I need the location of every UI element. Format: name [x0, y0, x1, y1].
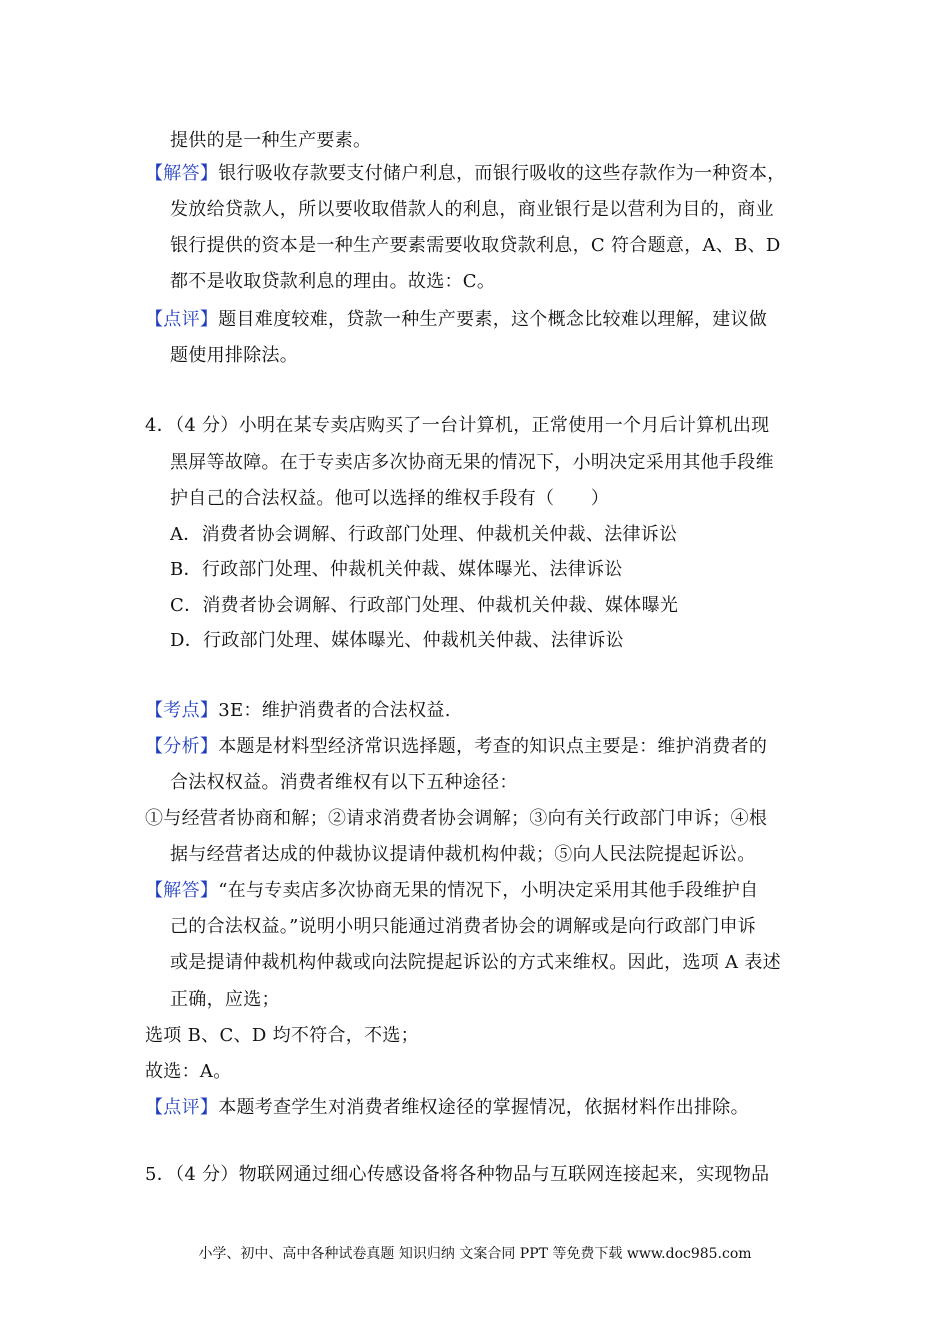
- answer-tag: 【解答】: [145, 163, 219, 184]
- comment-tag: 【点评】: [145, 309, 219, 330]
- q4-answer-line-2: 己的合法权益。”说明小明只能通过消费者协会的调解或是向行政部门申诉: [170, 916, 757, 937]
- q4-stem-line-1: [145, 413, 769, 439]
- q4-option-c: C．消费者协会调解、行政部门处理、仲裁机关仲裁、媒体曝光: [170, 595, 679, 616]
- question-text: （4 分）小明在某专卖店购买了一台计算机，正常使用一个月后计算机出现: [175, 415, 770, 436]
- q4-stem-line-2: 黑屏等故障。在于专卖店多次协商无果的情况下，小明决定采用其他手段维: [170, 452, 774, 473]
- q3-answer-line-3: 银行提供的资本是一种生产要素需要收取贷款利息，C 符合题意，A、B、D: [170, 235, 781, 256]
- q3-comment-line-1: [145, 307, 767, 333]
- page-footer: 小学、初中、高中各种试卷真题 知识归纳 文案合同 PPT 等免费下载 www.doc985.com: [198, 1246, 752, 1262]
- point-tag: 【考点】: [145, 700, 219, 721]
- question-text: （4 分）物联网通过细心传感设备将各种物品与互联网连接起来，实现物品: [175, 1164, 770, 1185]
- comment-text: 题目难度较难，贷款一种生产要素，这个概念比较难以理解，建议做: [218, 309, 768, 330]
- q4-analysis-line-2: 合法权权益。消费者维权有以下五种途径：: [170, 772, 518, 793]
- question-number: 4．: [145, 415, 176, 436]
- q4-analysis-line-3: ①与经营者协商和解；②请求消费者协会调解；③向有关行政部门申诉；④根: [145, 808, 768, 829]
- q3-intro-line: 提供的是一种生产要素。: [170, 130, 372, 151]
- q4-comment-line: [145, 1095, 749, 1121]
- answer-tag: 【解答】: [145, 880, 219, 901]
- q4-answer-line-1: [145, 878, 758, 904]
- comment-tag: 【点评】: [145, 1097, 219, 1118]
- analysis-text: 本题是材料型经济常识选择题，考查的知识点主要是：维护消费者的: [218, 736, 768, 757]
- q4-stem-line-3: 护自己的合法权益。他可以选择的维权手段有（ ）: [170, 488, 610, 509]
- comment-text: 本题考查学生对消费者维权途径的掌握情况，依据材料作出排除。: [218, 1097, 749, 1118]
- answer-text: “在与专卖店多次协商无果的情况下，小明决定采用其他手段维护自: [218, 880, 759, 901]
- q4-point-line: [145, 698, 451, 724]
- q4-analysis-line-1: [145, 734, 767, 760]
- q3-answer-line-4: 都不是收取贷款利息的理由。故选：C。: [170, 271, 496, 292]
- q4-answer-line-3: 或是提请仲裁机构仲裁或向法院提起诉讼的方式来维权。因此，选项 A 表述: [170, 952, 781, 973]
- q4-option-a: A．消费者协会调解、行政部门处理、仲裁机关仲裁、法律诉讼: [170, 524, 678, 545]
- analysis-tag: 【分析】: [145, 736, 219, 757]
- question-number: 5．: [145, 1164, 176, 1185]
- q4-option-b: B．行政部门处理、仲裁机关仲裁、媒体曝光、法律诉讼: [170, 559, 623, 580]
- answer-text: 银行吸收存款要支付储户利息，而银行吸收的这些存款作为一种资本，: [218, 163, 786, 184]
- point-text: 3E：维护消费者的合法权益.: [218, 700, 451, 721]
- q3-answer-line-1: [145, 161, 786, 187]
- q5-stem-line-1: [145, 1162, 769, 1188]
- q4-answer-line-4: 正确，应选；: [170, 989, 280, 1010]
- q4-answer-line-6: 故选：A。: [145, 1061, 232, 1082]
- q3-answer-line-2: 发放给贷款人，所以要收取借款人的利息，商业银行是以营利为目的，商业: [170, 199, 774, 220]
- q4-analysis-line-4: 据与经营者达成的仲裁协议提请仲裁机构仲裁；⑤向人民法院提起诉讼。: [170, 844, 756, 865]
- q4-option-d: D．行政部门处理、媒体曝光、仲裁机关仲裁、法律诉讼: [170, 630, 624, 651]
- q4-answer-line-5: 选项 B、C、D 均不符合，不选；: [145, 1025, 419, 1046]
- q3-comment-line-2: 题使用排除法。: [170, 345, 299, 366]
